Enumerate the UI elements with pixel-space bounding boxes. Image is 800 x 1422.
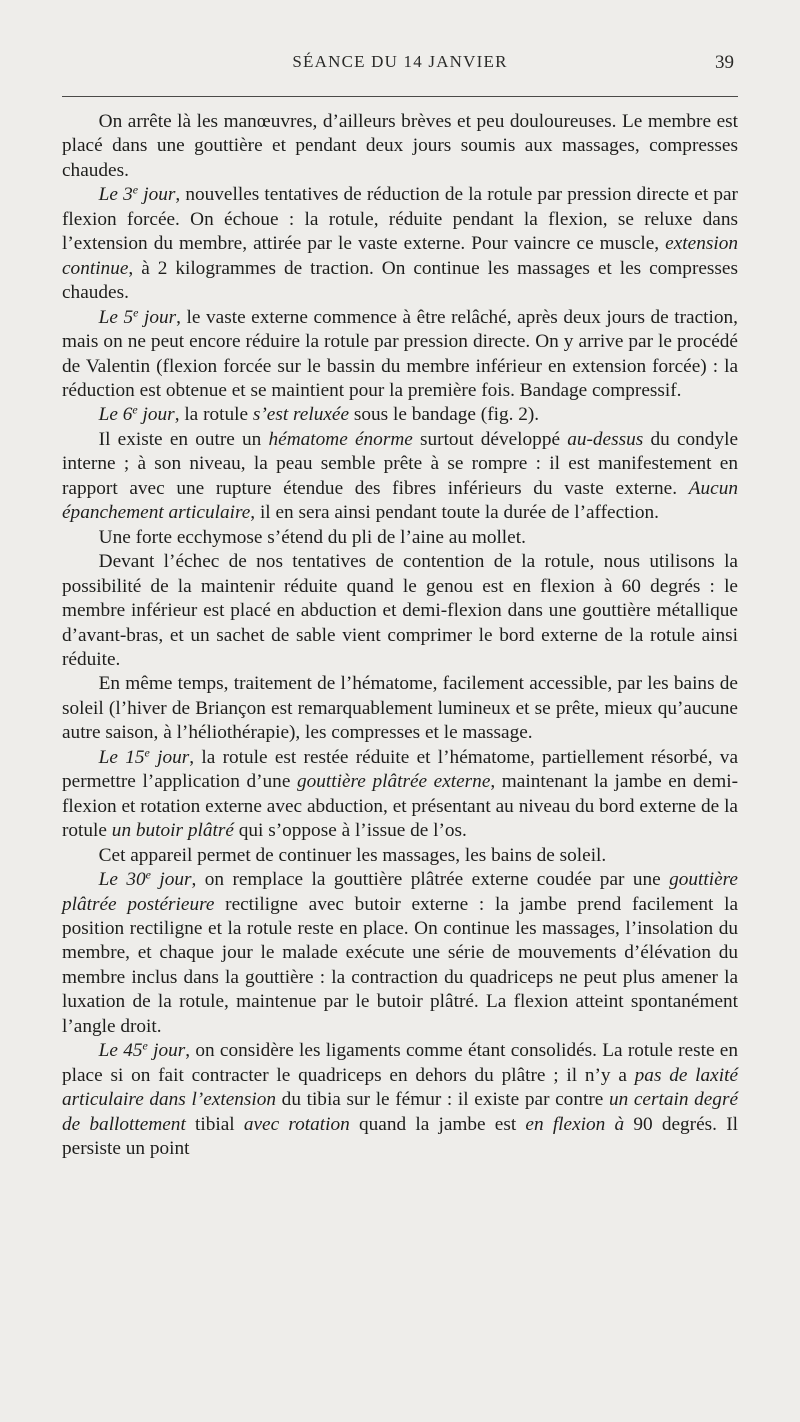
- italic-text: Le 3: [98, 184, 133, 206]
- paragraph: [62, 746, 738, 844]
- paragraph: [62, 428, 738, 526]
- italic-text: un butoir plâtré: [111, 820, 234, 842]
- paragraph: [62, 1039, 738, 1161]
- text-run: , le vaste externe commence à être relâché, après deux jours de traction, mais on ne peut encore réduire la rotule par pression directe. On y arrive par le procédé de Valentin (flexion forcée sur le bassin du membre inférieur en extension forcée) : la réduction est obtenue et se maintient pour la première fois. Bandage compressif.: [62, 306, 738, 401]
- italic-text: gouttière plâtrée externe: [296, 771, 491, 793]
- italic-text: avec rotation: [243, 1113, 350, 1135]
- paragraph: [62, 183, 738, 305]
- superscript: e: [145, 867, 151, 882]
- text-run: du tibia sur le fémur : il existe par contre: [276, 1089, 609, 1111]
- running-title: SÉANCE DU 14 JANVIER: [292, 52, 508, 71]
- superscript: e: [142, 1038, 148, 1053]
- text-run: Devant l’échec de nos tentatives de contention de la rotule, nous utilisons la possibilité de la maintenir réduite quand le genou est en flexion à 60 degrés : le membre inférieur est placé en abduction et demi-flexion dans une gouttière métallique d’avant-bras, et un sachet de sable vient comprimer le bord externe de la rotule ainsi réduite.: [62, 551, 738, 670]
- text-run: Une forte ecchymose s’étend du pli de l’aine au mollet.: [98, 526, 526, 548]
- italic-text: jour: [150, 869, 192, 891]
- page-header: [62, 52, 738, 82]
- superscript: e: [132, 402, 138, 417]
- italic-text: jour: [137, 404, 175, 426]
- italic-text: en flexion à: [525, 1113, 625, 1135]
- italic-text: Aucun épanchement articulaire: [62, 477, 738, 524]
- text-run: En même temps, traitement de l’hématome, facilement accessible, par les bains de soleil (l’hiver de Briançon est remarquablement lumineux et se prête, mieux qu’aucune autre saison, à l’héliothérapie), les compresses et le massage.: [62, 673, 738, 744]
- paragraph: [62, 526, 738, 550]
- text-run: Cet appareil permet de continuer les massages, les bains de soleil.: [98, 844, 607, 866]
- text-run: , il en sera ainsi pendant toute la durée de l’affection.: [250, 502, 659, 524]
- text-run: , on considère les ligaments comme étant consolidés. La rotule reste en place si on fait contracter le quadriceps en dehors du plâtre ; il n’y a: [62, 1040, 738, 1086]
- superscript: e: [144, 745, 150, 760]
- paragraph: [62, 672, 738, 745]
- paragraph: [62, 110, 738, 183]
- superscript: e: [132, 182, 139, 197]
- text-run: 90 degrés. Il persiste un point: [62, 1113, 738, 1160]
- superscript: e: [133, 305, 139, 320]
- italic-text: jour: [147, 1040, 186, 1062]
- text-run: rectiligne avec butoir externe : la jambe prend facilement la position rectiligne et la rotule reste en place. On continue les massages, l’insolation du membre, et chaque jour le malade exécute une série de mouvements d’élévation du membre inclus dans la gouttière : la contraction du quadriceps ne peut plus amener la luxation de la rotule, maintenue par le butoir plâtré. La flexion atteint spontanément l’angle droit.: [62, 893, 739, 1037]
- italic-text: Le 15: [98, 746, 145, 768]
- text-run: , on remplace la gouttière plâtrée externe coudée par une: [191, 869, 670, 891]
- text-run: du condyle interne ; à son niveau, la peau semble prête à se rompre : il est manifestement en rapport avec une rupture étendue des fibres inférieurs du vaste externe.: [62, 428, 739, 499]
- paragraph: [62, 868, 738, 1039]
- italic-text: jour: [138, 184, 176, 206]
- italic-text: extension continue: [62, 233, 738, 279]
- text-run: sous le bandage (fig. 2).: [349, 404, 540, 426]
- italic-text: Le 5: [98, 306, 134, 328]
- body-text: [62, 110, 738, 1161]
- italic-text: gouttière plâtrée postérieure: [62, 869, 738, 915]
- text-run: , à 2 kilogrammes de traction. On continue les massages et les compresses chaudes.: [62, 257, 738, 304]
- header-rule: [62, 96, 738, 97]
- italic-text: au-dessus: [567, 428, 644, 450]
- italic-text: Le 30: [98, 869, 146, 891]
- text-run: , la rotule est restée réduite et l’hématome, partiellement résorbé, va permettre l’application d’une: [62, 746, 739, 793]
- paragraph: [62, 403, 738, 427]
- text-run: , maintenant la jambe en demi-flexion et rotation externe avec abduction, et présentant au niveau du bord externe de la rotule: [62, 771, 738, 842]
- italic-text: s’est reluxée: [252, 404, 350, 426]
- text-run: , nouvelles tentatives de réduction de la rotule par pression directe et par flexion forcée. On échoue : la rotule, réduite pendant la flexion, se reluxe dans l’extension du membre, attirée par le vaste externe. Pour vaincre ce muscle,: [62, 184, 738, 255]
- italic-text: Le 45: [98, 1040, 143, 1062]
- text-run: quand la jambe est: [349, 1113, 526, 1135]
- text-run: Il existe en outre un: [98, 428, 269, 450]
- italic-text: jour: [149, 746, 190, 768]
- paragraph: [62, 306, 738, 404]
- paragraph: [62, 550, 738, 672]
- italic-text: Le 6: [98, 404, 133, 426]
- page-number: 39: [715, 52, 734, 73]
- italic-text: hématome énorme: [268, 428, 413, 450]
- italic-text: jour: [138, 306, 177, 328]
- text-run: tibial: [185, 1113, 244, 1135]
- text-run: qui s’oppose à l’issue de l’os.: [233, 820, 467, 842]
- italic-text: pas de laxité articulaire dans l’extension: [62, 1064, 739, 1111]
- text-run: surtout développé: [412, 428, 568, 450]
- italic-text: un certain degré de ballottement: [62, 1089, 739, 1135]
- text-run: , la rotule: [174, 404, 253, 426]
- paragraph: [62, 844, 738, 868]
- text-run: On arrête là les manœuvres, d’ailleurs brèves et peu douloureuses. Le membre est placé dans une gouttière et pendant deux jours soumis aux massages, compresses chaudes.: [62, 111, 738, 181]
